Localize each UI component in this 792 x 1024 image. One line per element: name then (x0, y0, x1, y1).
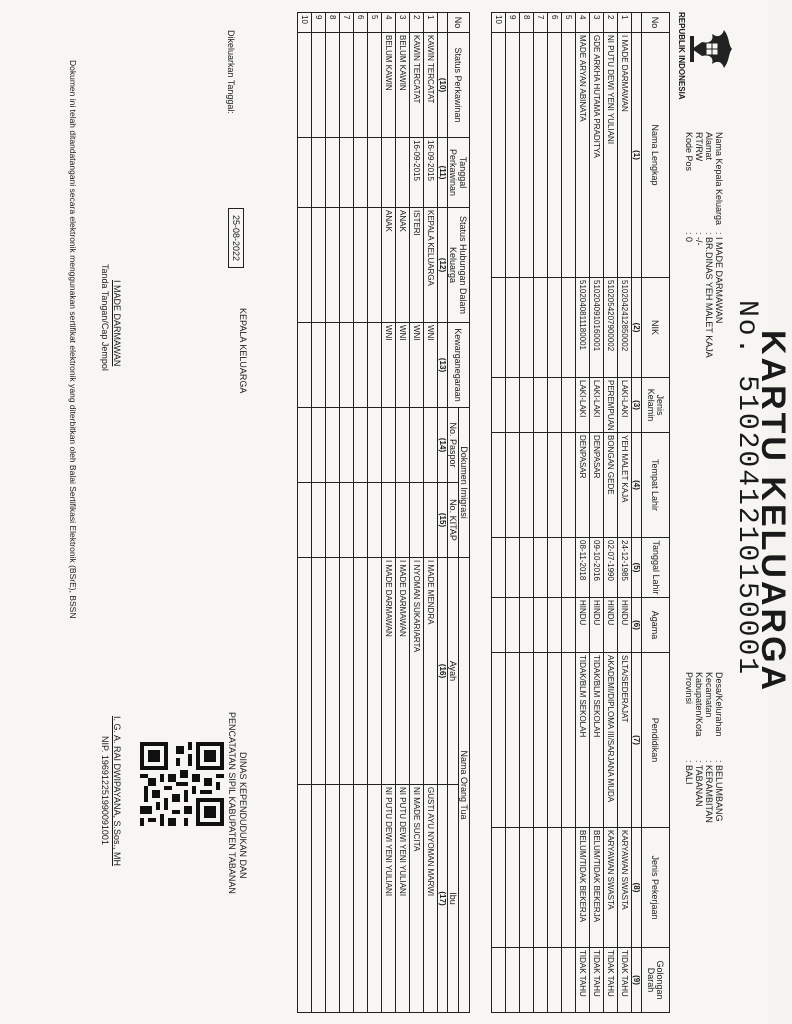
table-cell (562, 653, 576, 828)
table-cell (312, 208, 326, 323)
table-cell: 5102040811180001 (576, 278, 590, 378)
table-cell (506, 378, 520, 433)
table-cell (354, 483, 368, 558)
table-cell: TIDAK/BLM SEKOLAH (590, 653, 604, 828)
table-cell: WNI (382, 323, 396, 408)
col-header: Nama Lengkap (642, 33, 670, 278)
official-name: I. G. A. RAI DWIPAYANA, S.Sos., MH (112, 716, 122, 867)
table-cell (298, 33, 312, 138)
table-cell (534, 948, 548, 1013)
table-cell: WNI (396, 323, 410, 408)
table-cell (326, 408, 340, 483)
table-cell (312, 323, 326, 408)
table-cell: KEPALA KELUARGA (424, 208, 438, 323)
table-cell (326, 323, 340, 408)
label-provinsi: Provinsi (684, 672, 694, 705)
table-cell: DENPASAR (576, 433, 590, 538)
col-code (438, 13, 448, 33)
table-cell: I MADE DARMAWAN (396, 558, 410, 785)
label-kecamatan: Kecamatan (704, 672, 714, 718)
table-cell: HINDU (604, 598, 618, 653)
table-cell (312, 558, 326, 785)
table-cell: BELUM KAWIN (396, 33, 410, 138)
row-number: 1 (618, 13, 632, 33)
table-cell: BELUM KAWIN (382, 33, 396, 138)
row-number: 4 (576, 13, 590, 33)
esign-disclaimer: Dokumen ini telah ditandatangani secara elektronik menggunakan sertifikat elektronik yang diterbitkan oleh Balai Sertifikasi Elektronik (BSrE), BSSN (68, 60, 78, 619)
table-cell (562, 598, 576, 653)
row-number: 2 (410, 13, 424, 33)
col-code: (16) (438, 558, 448, 785)
col-code: (11) (438, 138, 448, 208)
table-cell (368, 408, 382, 483)
col-code: (7) (632, 653, 642, 828)
table-cell (368, 785, 382, 1013)
table-cell (562, 33, 576, 278)
table-row (382, 13, 396, 1013)
table-row (424, 13, 438, 1013)
table-cell (520, 33, 534, 278)
col-header: Jenis Kelamin (642, 378, 670, 433)
table-cell (368, 483, 382, 558)
col-header: NIK (642, 278, 670, 378)
value-kodepos: : 0 (684, 232, 694, 243)
table-cell (396, 138, 410, 208)
col-code: (2) (632, 278, 642, 378)
table-cell (298, 138, 312, 208)
table-cell: KAWIN TERCATAT (410, 33, 424, 138)
row-number: 10 (492, 13, 506, 33)
row-number: 10 (298, 13, 312, 33)
table-cell (354, 33, 368, 138)
table-cell (340, 138, 354, 208)
table-cell (520, 828, 534, 948)
table-cell (298, 408, 312, 483)
table-cell (492, 33, 506, 278)
col-code: (6) (632, 598, 642, 653)
document-title: KARTU KELUARGA (754, 330, 792, 694)
table-cell (520, 598, 534, 653)
table-row (534, 13, 548, 1013)
value-nama-kepala: : I MADE DARMAWAN (714, 232, 724, 324)
table-cell (368, 208, 382, 323)
table-cell: BELUM/TIDAK BEKERJA (590, 828, 604, 948)
table-cell (548, 378, 562, 433)
label-alamat: Alamat (704, 132, 714, 161)
row-number: 5 (562, 13, 576, 33)
table-cell (340, 483, 354, 558)
table-cell (562, 433, 576, 538)
table-cell: KAWIN TERCATAT (424, 33, 438, 138)
table-cell (340, 785, 354, 1013)
table-cell (492, 433, 506, 538)
table-cell: NI PUTU DEWI YENI YULIANI (604, 33, 618, 278)
issued-date-row (226, 30, 236, 114)
table-row (562, 13, 576, 1013)
table-cell: BELUM/TIDAK BEKERJA (576, 828, 590, 948)
table-cell (492, 653, 506, 828)
col-code (632, 13, 642, 33)
col-header: No. Paspor (448, 408, 459, 483)
table-cell: 16-09-2015 (424, 138, 438, 208)
table-cell: TIDAK TAHU (604, 948, 618, 1013)
table-cell (340, 208, 354, 323)
col-code: (10) (438, 33, 448, 138)
office-line-2: PENCATATAN SIPIL KABUPATEN TABANAN (227, 712, 237, 894)
col-header: Pendidikan (642, 653, 670, 828)
table-cell (326, 483, 340, 558)
table-cell (424, 483, 438, 558)
col-code: (13) (438, 323, 448, 408)
table-cell: I MADE DARMAWAN (618, 33, 632, 278)
col-header: Agama (642, 598, 670, 653)
table-cell (506, 33, 520, 278)
col-code: (8) (632, 828, 642, 948)
table-row (298, 13, 312, 1013)
table-cell (520, 653, 534, 828)
table-cell (354, 558, 368, 785)
table-row (354, 13, 368, 1013)
table-cell: PEREMPUAN (604, 378, 618, 433)
table-cell (548, 828, 562, 948)
office-line-1: DINAS KEPENDUDUKAN DAN (238, 752, 248, 879)
table-row (506, 13, 520, 1013)
value-provinsi: : BALI (684, 760, 694, 785)
table-cell (520, 538, 534, 598)
table-cell: AKADEMI/DIPLOMA III/SARJANA MUDA (604, 653, 618, 828)
table-cell (396, 483, 410, 558)
row-number: 3 (396, 13, 410, 33)
table-cell (534, 378, 548, 433)
row-number: 9 (506, 13, 520, 33)
table-cell (506, 828, 520, 948)
row-number: 3 (590, 13, 604, 33)
table-cell: NI MADE SUCITA (410, 785, 424, 1013)
col-code: (14) (438, 408, 448, 483)
table-cell: TIDAK/BLM SEKOLAH (576, 653, 590, 828)
table-cell (548, 278, 562, 378)
table-cell (424, 408, 438, 483)
table-cell: YEH MALET KAJA (618, 433, 632, 538)
table-cell: NI PUTU DEWI YENI YULIANI (396, 785, 410, 1013)
table-cell (506, 948, 520, 1013)
label-desa: Desa/Kelurahan (714, 672, 724, 737)
table-cell (340, 33, 354, 138)
table-cell (298, 323, 312, 408)
table-cell: 09-10-2016 (590, 538, 604, 598)
table-cell (340, 408, 354, 483)
table-row (576, 13, 590, 1013)
row-number: 8 (520, 13, 534, 33)
table-cell (534, 653, 548, 828)
label-kodepos: Kode Pos (684, 132, 694, 172)
table-cell (492, 278, 506, 378)
table-cell (534, 278, 548, 378)
kepala-keluarga-name: I MADE DARMAWAN (112, 280, 122, 367)
table-cell: GDE ARKHA HUTAMA PRADITYA (590, 33, 604, 278)
table-cell (410, 408, 424, 483)
table-cell: NI PUTU DEWI YENI YULIANI (382, 785, 396, 1013)
value-alamat: : BR.DINAS YEH MALET KAJA (704, 232, 714, 358)
col-header: Tempat Lahir (642, 433, 670, 538)
table-cell (298, 208, 312, 323)
table-cell (548, 433, 562, 538)
table-cell (534, 538, 548, 598)
row-number: 9 (312, 13, 326, 33)
table-cell (354, 785, 368, 1013)
table-row (340, 13, 354, 1013)
table-cell (326, 138, 340, 208)
value-kabupaten: : TABANAN (694, 760, 704, 807)
table-cell: BONGAN GEDE (604, 433, 618, 538)
table-cell (492, 378, 506, 433)
table-row (492, 13, 506, 1013)
table-cell (354, 138, 368, 208)
table-cell (506, 278, 520, 378)
table-cell: KARYAWAN SWASTA (604, 828, 618, 948)
value-rtrw: : -/- (694, 232, 704, 246)
family-members-table (491, 12, 670, 1013)
table-cell: WNI (424, 323, 438, 408)
table-cell (492, 598, 506, 653)
table-row (368, 13, 382, 1013)
table-cell (312, 33, 326, 138)
table-cell (534, 828, 548, 948)
table-cell: 08-11-2018 (576, 538, 590, 598)
label-kabupaten: Kabupaten/Kota (694, 672, 704, 737)
row-number: 5 (368, 13, 382, 33)
table-cell (312, 408, 326, 483)
table-row (604, 13, 618, 1013)
table-cell: LAKI-LAKI (576, 378, 590, 433)
table-cell (410, 483, 424, 558)
col-code: (1) (632, 33, 642, 278)
table-row (326, 13, 340, 1013)
table-cell (298, 483, 312, 558)
table-cell (312, 483, 326, 558)
table-cell: HINDU (576, 598, 590, 653)
official-nip: NIP. 196912251990091001 (100, 736, 110, 845)
table-cell: 5102040910160001 (590, 278, 604, 378)
table-cell (506, 653, 520, 828)
col-code: (5) (632, 538, 642, 598)
table-cell (368, 138, 382, 208)
col-header: Ibu (448, 785, 459, 1013)
garuda-emblem-icon (688, 24, 736, 74)
table-cell (312, 138, 326, 208)
table-cell (326, 33, 340, 138)
kk-number: No. 5102041210150001 (731, 300, 762, 677)
table-cell (534, 33, 548, 278)
table-cell: ANAK (396, 208, 410, 323)
row-number: 8 (326, 13, 340, 33)
table-row (618, 13, 632, 1013)
table-cell (562, 378, 576, 433)
col-code: (12) (438, 208, 448, 323)
label-rtrw: RT/RW (694, 132, 704, 162)
table-cell: TIDAK TAHU (618, 948, 632, 1013)
kepala-keluarga-title: KEPALA KELUARGA (238, 308, 248, 394)
table-cell: WNI (410, 323, 424, 408)
table-cell (506, 598, 520, 653)
table-cell (492, 828, 506, 948)
table-cell (368, 558, 382, 785)
col-code: (17) (438, 785, 448, 1013)
table-cell (312, 785, 326, 1013)
table-cell (354, 208, 368, 323)
table-cell (562, 538, 576, 598)
table-row (312, 13, 326, 1013)
row-number: 2 (604, 13, 618, 33)
table-cell: ISTERI (410, 208, 424, 323)
header-left-info (684, 132, 724, 358)
table-cell (492, 538, 506, 598)
table-cell (562, 948, 576, 1013)
table-cell (506, 433, 520, 538)
table-cell: 5102042412850002 (618, 278, 632, 378)
table-cell: TIDAK TAHU (576, 948, 590, 1013)
table-cell (548, 598, 562, 653)
table-cell: 24-12-1985 (618, 538, 632, 598)
group-header: Dokumen Imigrasi (459, 408, 470, 558)
table-cell (548, 948, 562, 1013)
table-cell (382, 483, 396, 558)
table-cell (298, 785, 312, 1013)
table-cell (548, 653, 562, 828)
table-cell (298, 558, 312, 785)
table-cell (548, 33, 562, 278)
table-cell: HINDU (618, 598, 632, 653)
table-cell: LAKI-LAKI (618, 378, 632, 433)
table-cell (520, 948, 534, 1013)
table-cell (382, 408, 396, 483)
table-cell (548, 538, 562, 598)
table-cell (382, 138, 396, 208)
table-cell: GUSTI AYU NYOMAN MARWI (424, 785, 438, 1013)
table-cell: 5102054207900002 (604, 278, 618, 378)
table-cell: 02-07-1990 (604, 538, 618, 598)
table-cell (520, 378, 534, 433)
country-label: REPUBLIK INDONESIA (677, 12, 686, 100)
table-cell: KARYAWAN SWASTA (618, 828, 632, 948)
family-status-table (297, 12, 470, 1013)
table-cell (326, 785, 340, 1013)
col-code: (3) (632, 378, 642, 433)
table-cell: 16-09-2015 (410, 138, 424, 208)
row-number: 7 (340, 13, 354, 33)
table-cell (562, 278, 576, 378)
table-cell: I MADE DARMAWAN (382, 558, 396, 785)
table-cell: I MADE MENDRA (424, 558, 438, 785)
col-header: Tanggal Perkawinan (448, 138, 470, 208)
table-cell (340, 558, 354, 785)
col-header: Golongan Darah (642, 948, 670, 1013)
table-cell: ANAK (382, 208, 396, 323)
table-cell: TIDAK TAHU (590, 948, 604, 1013)
table-cell: I NYOMAN SUKARIARTA (410, 558, 424, 785)
table-cell (396, 408, 410, 483)
table-cell (520, 433, 534, 538)
table-cell (326, 208, 340, 323)
table-cell (506, 538, 520, 598)
col-header: Status Perkawinan (448, 33, 470, 138)
table-cell (354, 408, 368, 483)
table-cell (368, 33, 382, 138)
col-header: Kewarganegaraan (448, 323, 470, 408)
value-desa: : BELUMBANG (714, 760, 724, 822)
row-number: 1 (424, 13, 438, 33)
table-cell (492, 948, 506, 1013)
col-header: Ayah (448, 558, 459, 785)
table-cell (326, 558, 340, 785)
table-row (548, 13, 562, 1013)
col-header: Tanggal Lahir (642, 538, 670, 598)
group-header: Nama Orang Tua (459, 558, 470, 1013)
table-row (520, 13, 534, 1013)
table-cell (354, 323, 368, 408)
col-header: No. KITAP (448, 483, 459, 558)
col-header: No (642, 13, 670, 33)
issued-label: Dikeluarkan Tanggal: (226, 30, 236, 114)
row-number: 7 (534, 13, 548, 33)
row-number: 4 (382, 13, 396, 33)
issued-date-value: 25-08-2022 (228, 208, 244, 268)
kepala-keluarga-sign: Tanda Tangan/Cap Jempol (100, 264, 110, 371)
table-row (410, 13, 424, 1013)
table-row (396, 13, 410, 1013)
table-cell (562, 828, 576, 948)
value-kecamatan: : KERAMBITAN (704, 760, 714, 823)
table-cell: SLTA/SEDERAJAT (618, 653, 632, 828)
col-code: (4) (632, 433, 642, 538)
header-right-info (684, 672, 724, 823)
table-cell (520, 278, 534, 378)
col-header: No (448, 13, 470, 33)
table-cell: HINDU (590, 598, 604, 653)
table-cell: DENPASAR (590, 433, 604, 538)
col-code: (15) (438, 483, 448, 558)
table-cell: LAKI-LAKI (590, 378, 604, 433)
label-nama-kepala: Nama Kepala Keluarga (714, 132, 724, 226)
row-number: 6 (354, 13, 368, 33)
table-row (590, 13, 604, 1013)
table-cell: MADE ARYAN ABINATA (576, 33, 590, 278)
table-cell (368, 323, 382, 408)
qr-code-icon (140, 742, 224, 826)
col-header: Status Hubungan Dalam Keluarga (448, 208, 470, 323)
table-cell (340, 323, 354, 408)
table-cell (534, 433, 548, 538)
row-number: 6 (548, 13, 562, 33)
table-cell (534, 598, 548, 653)
col-code: (9) (632, 948, 642, 1013)
col-header: Jenis Pekerjaan (642, 828, 670, 948)
